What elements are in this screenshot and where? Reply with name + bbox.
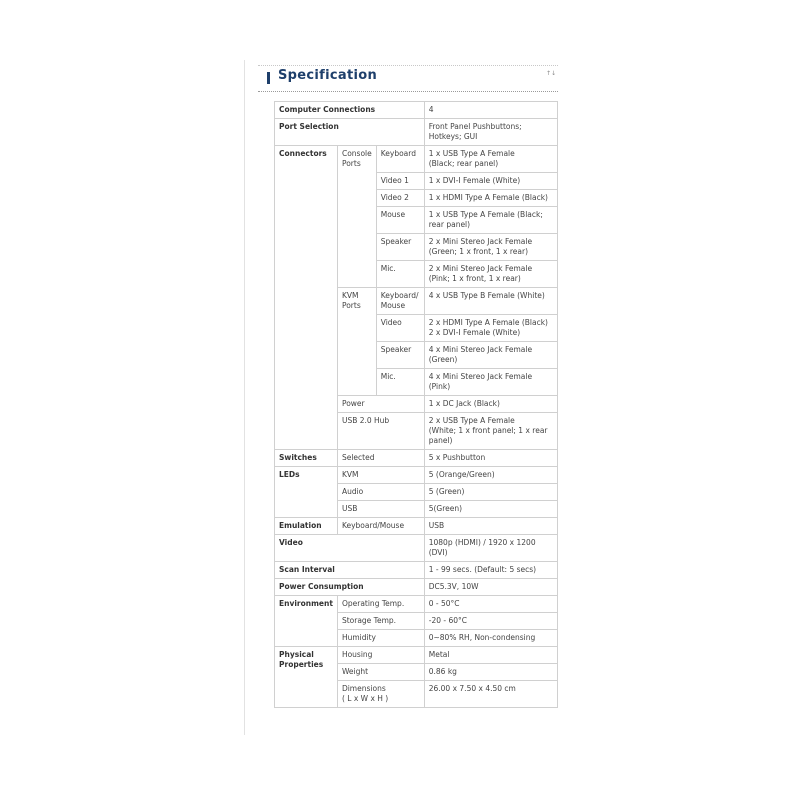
kvm-ports-label: KVM Ports: [337, 288, 376, 396]
table-row: [275, 535, 558, 562]
led-kvm-value: 5 (Orange/Green): [424, 467, 557, 484]
power-value: 1 x DC Jack (Black): [424, 396, 557, 413]
label-line: Physical: [279, 650, 314, 659]
emulation-value: USB: [424, 518, 557, 535]
dimensions-value: 26.00 x 7.50 x 4.50 cm: [424, 681, 557, 708]
console-mouse-label: Mouse: [376, 207, 424, 234]
row-label-leds: LEDs: [275, 467, 338, 518]
dotted-divider: [258, 91, 558, 92]
operating-temp-label: Operating Temp.: [337, 596, 424, 613]
switches-sub-label: Selected: [337, 450, 424, 467]
table-row: [275, 146, 558, 173]
value-line: (Black; rear panel): [428, 159, 499, 168]
console-video2-value: 1 x HDMI Type A Female (Black): [424, 190, 557, 207]
row-label-connectors: Connectors: [275, 146, 338, 450]
weight-value: 0.86 kg: [424, 664, 557, 681]
label-line: Dimensions: [341, 684, 386, 693]
kvm-keyboard-mouse-value: 4 x USB Type B Female (White): [424, 288, 557, 315]
value-line: 2 x HDMI Type A Female (Black): [428, 318, 548, 327]
row-label-power-consumption: Power Consumption: [275, 579, 425, 596]
row-label-scan-interval: Scan Interval: [275, 562, 425, 579]
value-line: (Pink; 1 x front, 1 x rear): [428, 274, 521, 283]
spec-table: [274, 101, 558, 708]
operating-temp-value: 0 - 50°C: [424, 596, 557, 613]
resize-arrows-icon: ↑↓: [545, 70, 556, 77]
housing-value: Metal: [424, 647, 557, 664]
value-line: 2 x USB Type A Female: [428, 416, 515, 425]
top-dotted-divider: [258, 65, 558, 66]
row-value-port-selection: Front Panel Pushbuttons; Hotkeys; GUI: [424, 119, 557, 146]
console-speaker-label: Speaker: [376, 234, 424, 261]
video-value: 1080p (HDMI) / 1920 x 1200 (DVI): [424, 535, 557, 562]
label-line: Properties: [279, 660, 324, 669]
kvm-video-value: [424, 315, 557, 342]
row-label-video: Video: [275, 535, 425, 562]
value-line: 1 x USB Type A Female: [428, 149, 515, 158]
console-mic-value: [424, 261, 557, 288]
power-consumption-value: DC5.3V, 10W: [424, 579, 557, 596]
console-speaker-value: [424, 234, 557, 261]
table-row: [275, 119, 558, 146]
humidity-value: 0~80% RH, Non-condensing: [424, 630, 557, 647]
table-row: [275, 647, 558, 664]
spec-section-header: [258, 66, 558, 92]
console-video1-value: 1 x DVI-I Female (White): [424, 173, 557, 190]
row-value-computer-connections: 4: [424, 102, 557, 119]
row-label-physical-properties: [275, 647, 338, 708]
console-video2-label: Video 2: [376, 190, 424, 207]
led-audio-label: Audio: [337, 484, 424, 501]
console-keyboard-label: Keyboard: [376, 146, 424, 173]
table-row: [275, 562, 558, 579]
console-mic-label: Mic.: [376, 261, 424, 288]
value-line: (Green; 1 x front, 1 x rear): [428, 247, 528, 256]
led-kvm-label: KVM: [337, 467, 424, 484]
value-line: 2 x DVI-I Female (White): [428, 328, 521, 337]
table-row: [275, 596, 558, 613]
scan-interval-value: 1 - 99 secs. (Default: 5 secs): [424, 562, 557, 579]
row-label-computer-connections: Computer Connections: [275, 102, 425, 119]
console-keyboard-value: [424, 146, 557, 173]
row-label-port-selection: Port Selection: [275, 119, 425, 146]
kvm-mic-label: Mic.: [376, 369, 424, 396]
kvm-video-label: Video: [376, 315, 424, 342]
led-audio-value: 5 (Green): [424, 484, 557, 501]
power-label: Power: [337, 396, 424, 413]
table-row: [275, 467, 558, 484]
led-usb-label: USB: [337, 501, 424, 518]
row-label-environment: Environment: [275, 596, 338, 647]
weight-label: Weight: [337, 664, 424, 681]
console-video1-label: Video 1: [376, 173, 424, 190]
kvm-speaker-label: Speaker: [376, 342, 424, 369]
value-line: 2 x Mini Stereo Jack Female: [428, 237, 533, 246]
kvm-keyboard-mouse-label: Keyboard/ Mouse: [376, 288, 424, 315]
usb-hub-label: USB 2.0 Hub: [337, 413, 424, 450]
switches-value: 5 x Pushbutton: [424, 450, 557, 467]
console-mouse-value: 1 x USB Type A Female (Black; rear panel): [424, 207, 557, 234]
kvm-speaker-value: 4 x Mini Stereo Jack Female (Green): [424, 342, 557, 369]
housing-label: Housing: [337, 647, 424, 664]
storage-temp-value: -20 - 60°C: [424, 613, 557, 630]
table-row: [275, 579, 558, 596]
usb-hub-value: [424, 413, 557, 450]
table-row: [275, 518, 558, 535]
label-line: ( L x W x H ): [341, 694, 389, 703]
led-usb-value: 5(Green): [424, 501, 557, 518]
header-bar-icon: [267, 72, 270, 84]
row-label-emulation: Emulation: [275, 518, 338, 535]
value-line: (White; 1 x front panel; 1 x rear panel): [428, 426, 548, 445]
table-row: [275, 450, 558, 467]
kvm-mic-value: 4 x Mini Stereo Jack Female (Pink): [424, 369, 557, 396]
table-row: [275, 102, 558, 119]
emulation-sub-label: Keyboard/Mouse: [337, 518, 424, 535]
value-line: 2 x Mini Stereo Jack Female: [428, 264, 533, 273]
humidity-label: Humidity: [337, 630, 424, 647]
dimensions-label: [337, 681, 424, 708]
left-border-rule: [244, 60, 245, 735]
row-label-switches: Switches: [275, 450, 338, 467]
section-title: Specification: [278, 68, 377, 83]
storage-temp-label: Storage Temp.: [337, 613, 424, 630]
console-ports-label: Console Ports: [337, 146, 376, 288]
